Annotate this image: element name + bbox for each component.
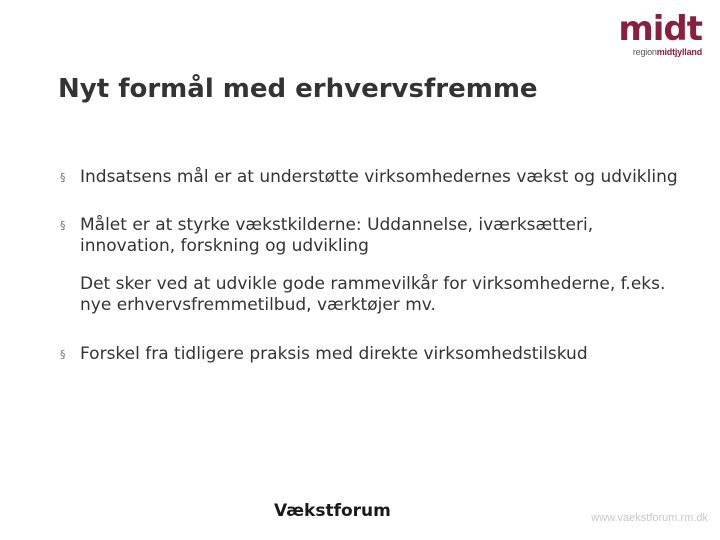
bullet-text: Indsatsens mål er at understøtte virksomhedernes vækst og udvikling bbox=[80, 167, 678, 187]
bullet-item-growth-sources bbox=[58, 215, 678, 257]
bullet-text: Målet er at styrke vækstkilderne: Uddannelse, iværksætteri, innovation, forskning og udvikling bbox=[80, 215, 594, 256]
footer-url: www.vaekstforum.rm.dk bbox=[591, 512, 708, 524]
paragraph-item-framework bbox=[58, 274, 678, 316]
bullet-icon: § bbox=[60, 171, 66, 184]
paragraph-text: Det sker ved at udvikle gode rammevilkår for virksomhederne, f.eks. nye erhvervsfremmetilbud, værktøjer mv. bbox=[80, 274, 666, 315]
bullet-icon: § bbox=[60, 219, 66, 232]
footer-brand: Vækstforum bbox=[274, 501, 391, 521]
bullet-text: Forskel fra tidligere praksis med direkte virksomhedstilskud bbox=[80, 344, 588, 364]
logo-subtitle-accent: midtjylland bbox=[656, 47, 702, 57]
slide-content bbox=[58, 167, 678, 365]
region-midtjylland-logo bbox=[612, 9, 708, 60]
bullet-icon: § bbox=[60, 348, 66, 361]
logo-wordmark: midt bbox=[618, 9, 702, 49]
logo-subtitle bbox=[633, 47, 702, 57]
bullet-item-goal bbox=[58, 167, 678, 188]
bullet-item-difference bbox=[58, 344, 678, 365]
slide-title: Nyt formål med erhvervsfremme bbox=[58, 74, 538, 104]
logo-subtitle-prefix: region bbox=[632, 47, 657, 57]
